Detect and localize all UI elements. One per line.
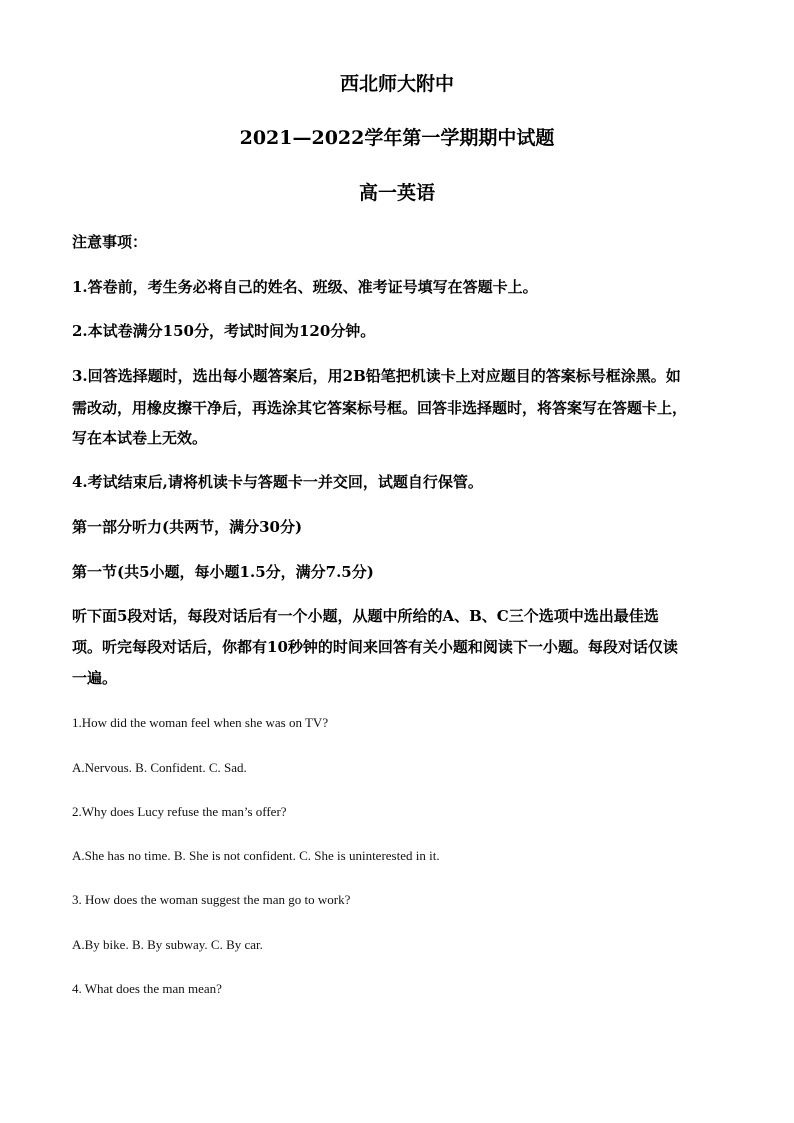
question-3-options: A.By bike. B. By subway. C. By car. — [72, 937, 263, 952]
section1-heading: 第一节(共5小题，每小题1.5分，满分7.5分) — [72, 563, 374, 581]
question-1-stem: 1.How did the woman feel when she was on TV? — [72, 715, 329, 730]
instructions-line-1: 听下面5段对话，每段对话后有一个小题，从题中所给的A、B、C三个选项中选出最佳选 — [72, 607, 659, 625]
part1-heading: 第一部分听力(共两节，满分30分) — [72, 518, 303, 536]
subject-title: 高一英语 — [358, 182, 435, 204]
note-item-3-line-2: 需改动，用橡皮擦干净后，再选涂其它答案标号框。回答非选择题时，将答案写在答题卡上， — [72, 399, 688, 417]
question-2-options: A.She has no time. B. She is not confident. C. She is uninterested in it. — [72, 848, 440, 863]
note-item-3-line-3: 写在本试卷上无效。 — [72, 429, 208, 447]
instructions-line-2: 项。听完每段对话后，你都有10秒钟的时间来回答有关小题和阅读下一小题。每段对话仅读 — [72, 638, 678, 656]
note-item-3-line-1: 3.回答选择题时，选出每小题答案后，用2B铅笔把机读卡上对应题目的答案标号框涂黑。如 — [72, 367, 681, 385]
school-name: 西北师大附中 — [339, 73, 454, 95]
question-1-options: A.Nervous. B. Confident. C. Sad. — [72, 760, 247, 775]
note-item-1: 1.答卷前，考生务必将自己的姓名、班级、准考证号填写在答题卡上。 — [72, 278, 538, 296]
note-item-2: 2.本试卷满分150分，考试时间为120分钟。 — [72, 322, 376, 340]
notes-heading: 注意事项： — [72, 233, 148, 251]
question-2-stem: 2.Why does Lucy refuse the man’s offer? — [72, 804, 287, 819]
question-3-stem: 3. How does the woman suggest the man go to work? — [72, 892, 351, 907]
exam-title: 2021—2022学年第一学期期中试题 — [239, 127, 555, 149]
instructions-line-3: 一遍。 — [72, 669, 118, 687]
question-4-stem: 4. What does the man mean? — [72, 981, 222, 996]
note-item-4: 4.考试结束后,请将机读卡与答题卡一并交回，试题自行保管。 — [72, 473, 483, 491]
